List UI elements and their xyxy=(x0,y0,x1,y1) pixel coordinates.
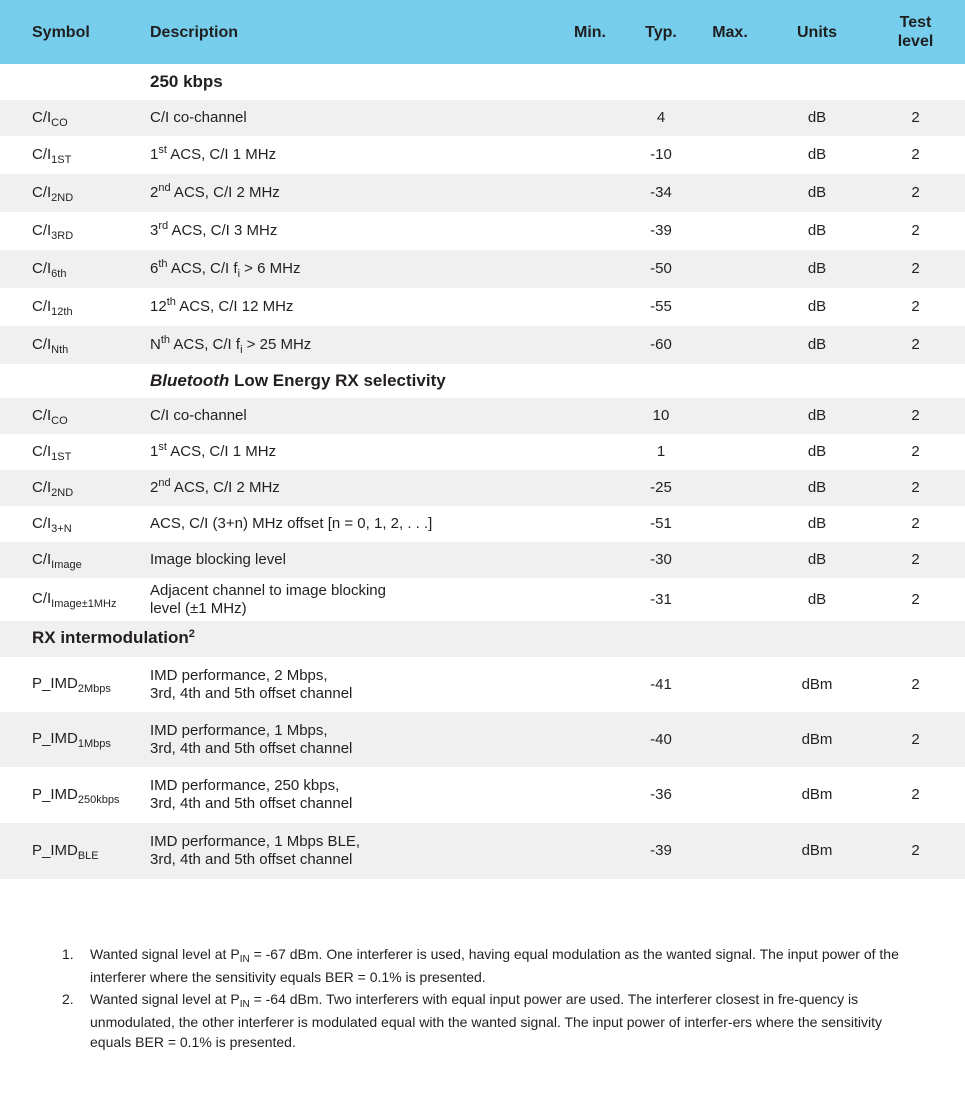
units-cell: dB xyxy=(768,250,866,288)
test-level-cell: 2 xyxy=(866,212,965,250)
description-subscript: i xyxy=(240,343,243,356)
max-cell xyxy=(692,434,768,470)
description-line-1 xyxy=(150,440,277,460)
header-min: Min. xyxy=(550,0,630,64)
description-text: Image blocking level xyxy=(150,551,286,568)
description-superscript: st xyxy=(158,440,167,453)
description-text: C/I co-channel xyxy=(150,407,247,424)
header-max: Max. xyxy=(692,0,768,64)
typ-cell: -36 xyxy=(630,767,692,823)
section-row-rx-intermodulation xyxy=(0,621,965,657)
max-cell xyxy=(692,288,768,326)
typ-cell: -30 xyxy=(630,542,692,578)
description-text: IMD performance, 250 kbps, xyxy=(150,777,340,794)
symbol-subscript: CO xyxy=(51,116,68,129)
description-cell xyxy=(150,212,550,250)
description-line-1 xyxy=(150,257,301,280)
description-line-1 xyxy=(150,219,278,239)
header-test-level-line2: level xyxy=(897,33,934,50)
symbol-subscript: 2ND xyxy=(51,191,74,204)
typ-cell: -41 xyxy=(630,657,692,712)
symbol-text: C/I xyxy=(32,590,52,607)
typ-cell: -10 xyxy=(630,136,692,174)
section-title-text: RX intermodulation xyxy=(32,628,189,647)
max-cell xyxy=(692,212,768,250)
description-text: ACS, C/I 1 MHz xyxy=(166,442,277,460)
typ-cell: 1 xyxy=(630,434,692,470)
units-cell: dB xyxy=(768,174,866,212)
test-level-cell: 2 xyxy=(866,823,965,879)
max-cell xyxy=(692,100,768,136)
min-cell xyxy=(550,470,630,506)
symbol-subscript: CO xyxy=(51,414,68,427)
description-text: ACS, C/I (3+n) MHz offset [n = 0, 1, 2, . . .] xyxy=(150,515,433,532)
footnote-1 xyxy=(62,944,912,987)
symbol-cell xyxy=(0,657,150,712)
typ-cell: -39 xyxy=(630,823,692,879)
description-text: ACS, C/I f xyxy=(170,335,241,353)
description-text: ACS, C/I 1 MHz xyxy=(166,145,277,163)
test-level-cell: 2 xyxy=(866,542,965,578)
header-typ: Typ. xyxy=(630,0,692,64)
typ-cell: 4 xyxy=(630,100,692,136)
symbol-subscript: 12th xyxy=(51,305,73,318)
section-title-brand: Bluetooth xyxy=(150,371,230,390)
symbol-subscript: 3+N xyxy=(51,522,72,535)
symbol-subscript: 250kbps xyxy=(77,793,120,806)
description-line-2: 3rd, 4th and 5th offset channel xyxy=(150,795,353,812)
min-cell xyxy=(550,506,630,542)
symbol-cell xyxy=(0,326,150,364)
description-text: ACS, C/I 12 MHz xyxy=(175,297,294,315)
description-cell xyxy=(150,136,550,174)
description-superscript: th xyxy=(166,295,176,308)
min-cell xyxy=(550,136,630,174)
max-cell xyxy=(692,823,768,879)
test-level-cell: 2 xyxy=(866,288,965,326)
footnote-text-part: Wanted signal level at P xyxy=(90,991,240,1007)
units-cell: dBm xyxy=(768,823,866,879)
table-body xyxy=(0,64,965,879)
footnote-text-part: = -64 dBm. Two interferers with equal input power are used. The interferer closest in fre-quency is unmodulated, the other interferer is modulated equal with the wanted signal. The input power of interfer-ers where the sensitivity equals BER = 0.1% is presented. xyxy=(90,991,882,1050)
description-text: 1 xyxy=(150,442,159,460)
table-row xyxy=(0,542,965,578)
section-title: 250 kbps xyxy=(150,64,965,100)
header-description: Description xyxy=(150,0,550,64)
test-level-cell: 2 xyxy=(866,657,965,712)
symbol-cell xyxy=(0,712,150,767)
symbol-cell xyxy=(0,578,150,621)
min-cell xyxy=(550,174,630,212)
description-line-2: 3rd, 4th and 5th offset channel xyxy=(150,684,353,702)
symbol-subscript: Image±1MHz xyxy=(51,598,117,610)
units-cell: dB xyxy=(768,326,866,364)
typ-cell: 10 xyxy=(630,398,692,434)
symbol-text: C/I xyxy=(32,183,52,201)
typ-cell: -40 xyxy=(630,712,692,767)
max-cell xyxy=(692,174,768,212)
description-cell xyxy=(150,578,550,621)
description-line-1 xyxy=(150,722,328,739)
description-line-1 xyxy=(150,181,280,201)
typ-cell: -31 xyxy=(630,578,692,621)
description-cell xyxy=(150,506,550,542)
symbol-cell xyxy=(0,136,150,174)
symbol-text: C/I xyxy=(32,406,52,424)
symbol-subscript: Image xyxy=(51,558,82,571)
table-row xyxy=(0,212,965,250)
description-text: 12 xyxy=(150,297,167,315)
description-cell xyxy=(150,174,550,212)
test-level-cell: 2 xyxy=(866,174,965,212)
symbol-text: C/I xyxy=(32,221,52,239)
table-row xyxy=(0,326,965,364)
table-row xyxy=(0,288,965,326)
description-cell xyxy=(150,767,550,823)
test-level-cell: 2 xyxy=(866,434,965,470)
min-cell xyxy=(550,212,630,250)
header-test-level xyxy=(866,0,965,64)
symbol-text: C/I xyxy=(32,259,52,277)
units-cell: dB xyxy=(768,434,866,470)
min-cell xyxy=(550,326,630,364)
units-cell: dBm xyxy=(768,712,866,767)
description-superscript: nd xyxy=(158,476,171,489)
description-cell xyxy=(150,398,550,434)
min-cell xyxy=(550,578,630,621)
max-cell xyxy=(692,326,768,364)
table-row xyxy=(0,506,965,542)
description-superscript: th xyxy=(160,333,171,346)
description-superscript: nd xyxy=(158,181,171,194)
footnote-text xyxy=(90,989,912,1052)
table-row xyxy=(0,250,965,288)
min-cell xyxy=(550,767,630,823)
symbol-cell xyxy=(0,506,150,542)
description-line-1 xyxy=(150,333,312,356)
footnote-text-part: = -67 dBm. One interferer is used, having equal modulation as the wanted signal. The input power of the interferer where the sensitivity equals BER = 0.1% is presented. xyxy=(90,946,899,985)
min-cell xyxy=(550,712,630,767)
description-cell xyxy=(150,434,550,470)
symbol-subscript: 2Mbps xyxy=(77,683,111,695)
symbol-cell xyxy=(0,212,150,250)
min-cell xyxy=(550,288,630,326)
description-subscript: i xyxy=(237,267,241,280)
table-header-row xyxy=(0,0,965,64)
description-line-1 xyxy=(150,582,386,599)
typ-cell: -34 xyxy=(630,174,692,212)
typ-cell: -55 xyxy=(630,288,692,326)
header-symbol: Symbol xyxy=(0,0,150,64)
min-cell xyxy=(550,398,630,434)
test-level-cell: 2 xyxy=(866,506,965,542)
test-level-cell: 2 xyxy=(866,470,965,506)
symbol-text: P_IMD xyxy=(32,675,78,692)
min-cell xyxy=(550,823,630,879)
symbol-text: C/I xyxy=(32,145,52,163)
symbol-text: C/I xyxy=(32,514,52,532)
description-superscript: th xyxy=(158,257,168,270)
description-superscript: st xyxy=(158,143,167,156)
max-cell xyxy=(692,136,768,174)
symbol-subscript: Nth xyxy=(51,343,69,356)
typ-cell: -25 xyxy=(630,470,692,506)
header-test-level-line1: Test xyxy=(899,14,932,31)
symbol-subscript: 6th xyxy=(51,267,67,280)
units-cell: dB xyxy=(768,288,866,326)
footnote-subscript: IN xyxy=(239,999,250,1010)
max-cell xyxy=(692,712,768,767)
description-text: 3 xyxy=(150,221,159,239)
description-text: ACS, C/I 3 MHz xyxy=(168,221,278,239)
description-cell xyxy=(150,712,550,767)
symbol-cell xyxy=(0,174,150,212)
description-line-2: level (±1 MHz) xyxy=(150,599,247,617)
typ-cell: -60 xyxy=(630,326,692,364)
table-row xyxy=(0,578,965,621)
description-line-1 xyxy=(150,777,339,794)
symbol-subscript: 1ST xyxy=(51,153,72,166)
table-row xyxy=(0,174,965,212)
symbol-text: C/I xyxy=(32,550,52,568)
section-row-250kbps xyxy=(0,64,965,100)
symbol-subscript: 3RD xyxy=(51,229,74,242)
table-row xyxy=(0,712,965,767)
table-row xyxy=(0,136,965,174)
footnote-number: 2. xyxy=(62,991,74,1007)
min-cell xyxy=(550,657,630,712)
test-level-cell: 2 xyxy=(866,100,965,136)
description-line-1 xyxy=(150,667,328,684)
typ-cell: -39 xyxy=(630,212,692,250)
description-cell xyxy=(150,657,550,712)
description-cell xyxy=(150,326,550,364)
table-row xyxy=(0,767,965,823)
symbol-cell xyxy=(0,767,150,823)
description-text: ACS, C/I 2 MHz xyxy=(170,183,280,201)
description-line-1 xyxy=(150,109,247,126)
typ-cell: -50 xyxy=(630,250,692,288)
max-cell xyxy=(692,250,768,288)
symbol-cell xyxy=(0,250,150,288)
table-row xyxy=(0,398,965,434)
description-line-1 xyxy=(150,143,277,163)
description-cell xyxy=(150,823,550,879)
description-superscript: rd xyxy=(158,219,169,232)
units-cell: dB xyxy=(768,398,866,434)
min-cell xyxy=(550,542,630,578)
section-title xyxy=(0,621,965,657)
test-level-cell: 2 xyxy=(866,136,965,174)
description-line-1 xyxy=(150,295,294,315)
max-cell xyxy=(692,767,768,823)
description-cell xyxy=(150,542,550,578)
symbol-text: C/I xyxy=(32,478,52,496)
description-cell xyxy=(150,250,550,288)
symbol-cell xyxy=(0,100,150,136)
footnote-text-part: Wanted signal level at P xyxy=(90,946,240,962)
units-cell: dB xyxy=(768,136,866,174)
units-cell: dB xyxy=(768,506,866,542)
table-row xyxy=(0,434,965,470)
description-text: 1 xyxy=(150,145,159,163)
description-line-1 xyxy=(150,407,247,424)
test-level-cell: 2 xyxy=(866,326,965,364)
units-cell: dBm xyxy=(768,657,866,712)
max-cell xyxy=(692,470,768,506)
table-row xyxy=(0,100,965,136)
max-cell xyxy=(692,506,768,542)
description-text: 2 xyxy=(150,183,159,201)
max-cell xyxy=(692,542,768,578)
test-level-cell: 2 xyxy=(866,398,965,434)
description-text: ACS, C/I f xyxy=(167,259,238,277)
symbol-text: C/I xyxy=(32,442,52,460)
test-level-cell: 2 xyxy=(866,578,965,621)
description-line-1 xyxy=(150,833,360,850)
symbol-text: C/I xyxy=(32,297,52,315)
description-line-1 xyxy=(150,515,432,532)
typ-cell: -51 xyxy=(630,506,692,542)
symbol-cell xyxy=(0,470,150,506)
description-line-2: 3rd, 4th and 5th offset channel xyxy=(150,739,353,757)
units-cell: dB xyxy=(768,100,866,136)
min-cell xyxy=(550,434,630,470)
symbol-text: P_IMD xyxy=(32,730,78,747)
description-text: N xyxy=(150,335,161,353)
table-row xyxy=(0,470,965,506)
description-text: IMD performance, 1 Mbps, xyxy=(150,721,328,739)
description-text: 2 xyxy=(150,478,159,496)
description-line-1 xyxy=(150,476,280,496)
section-title-rest: Low Energy RX selectivity xyxy=(229,371,446,390)
description-text: > 25 MHz xyxy=(242,335,312,353)
max-cell xyxy=(692,398,768,434)
section-footnote-ref: 2 xyxy=(188,628,195,640)
test-level-cell: 2 xyxy=(866,767,965,823)
table-row xyxy=(0,657,965,712)
description-cell xyxy=(150,288,550,326)
description-line-1 xyxy=(150,551,286,568)
symbol-text: P_IMD xyxy=(32,785,78,803)
symbol-subscript: BLE xyxy=(77,849,99,862)
header-units: Units xyxy=(768,0,866,64)
symbol-text: C/I xyxy=(32,108,52,126)
symbol-cell xyxy=(0,823,150,879)
description-text: ACS, C/I 2 MHz xyxy=(170,478,280,496)
description-line-2: 3rd, 4th and 5th offset channel xyxy=(150,851,353,868)
min-cell xyxy=(550,100,630,136)
units-cell: dB xyxy=(768,212,866,250)
footnotes xyxy=(62,944,912,1054)
description-text: C/I co-channel xyxy=(150,109,247,126)
description-text: 6 xyxy=(150,259,159,277)
symbol-cell xyxy=(0,434,150,470)
description-text: Adjacent channel to image blocking xyxy=(150,581,386,599)
test-level-cell: 2 xyxy=(866,250,965,288)
min-cell xyxy=(550,250,630,288)
symbol-subscript: 1Mbps xyxy=(77,738,111,750)
footnote-2 xyxy=(62,989,912,1052)
section-title xyxy=(150,364,965,398)
symbol-text: P_IMD xyxy=(32,841,78,859)
section-row-ble-selectivity xyxy=(0,364,965,398)
units-cell: dBm xyxy=(768,767,866,823)
description-text: > 6 MHz xyxy=(240,259,301,277)
description-cell xyxy=(150,470,550,506)
description-text: IMD performance, 2 Mbps, xyxy=(150,666,328,684)
test-level-cell: 2 xyxy=(866,712,965,767)
symbol-cell xyxy=(0,398,150,434)
units-cell: dB xyxy=(768,578,866,621)
symbol-subscript: 1ST xyxy=(51,450,72,463)
max-cell xyxy=(692,657,768,712)
footnote-number: 1. xyxy=(62,946,74,962)
max-cell xyxy=(692,578,768,621)
description-cell xyxy=(150,100,550,136)
footnote-text xyxy=(90,944,912,987)
description-text: IMD performance, 1 Mbps BLE, xyxy=(150,833,361,850)
symbol-cell xyxy=(0,542,150,578)
table-row xyxy=(0,823,965,879)
symbol-cell xyxy=(0,288,150,326)
footnote-subscript: IN xyxy=(239,954,250,965)
units-cell: dB xyxy=(768,542,866,578)
units-cell: dB xyxy=(768,470,866,506)
symbol-subscript: 2ND xyxy=(51,486,74,499)
symbol-text: C/I xyxy=(32,335,52,353)
